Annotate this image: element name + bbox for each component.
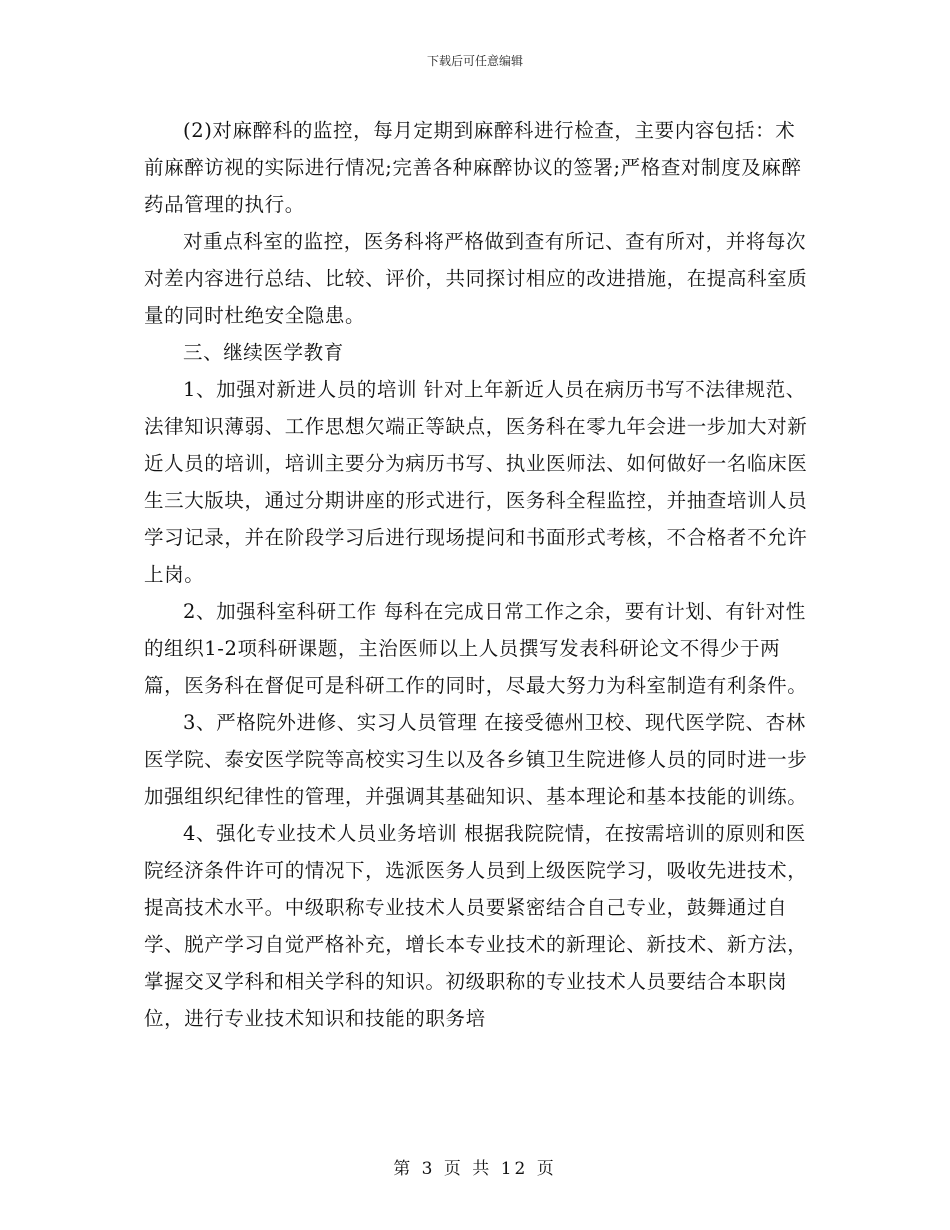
document-body (144, 112, 814, 1037)
paragraph-key-department-monitoring: 对重点科室的监控，医务科将严格做到查有所记、查有所对，并将每次对差内容进行总结、比较、评价，共同探讨相应的改进措施，在提高科室质量的同时杜绝安全隐患。 (144, 230, 808, 327)
paragraph-anesthesia-monitoring: (2)对麻醉科的监控，每月定期到麻醉科进行检查，主要内容包括：术前麻醉访视的实际进行情况;完善各种麻醉协议的签署;严格查对制度及麻醉药品管理的执行。 (144, 119, 802, 216)
page-number-footer: 第 3 页 共 12 页 (393, 1159, 557, 1179)
page-header: 下载后可任意编辑 (426, 54, 523, 68)
paragraph-research-work: 2、加强科室科研工作 每科在完成日常工作之余，要有计划、有针对性的组织1-2项科研课题，主治医师以上人员撰写发表科研论文不得少于两篇，医务科在督促可是科研工作的同时，尽最大努力为科室制造有利条件。 (144, 600, 808, 697)
paragraph-professional-training: 4、强化专业技术人员业务培训 根据我院院情，在按需培训的原则和医院经济条件许可的情况下，选派医务人员到上级医院学习，吸收先进技术，提高技术水平。中级职称专业技术人员要紧密结合自己专业，鼓舞通过自学、脱产学习自觉严格补充，增长本专业技术的新理论、新技术、新方法，掌握交叉学科和相关学科的知识。初级职称的专业技术人员要结合本职岗位，进行专业技术知识和技能的职务培 (144, 822, 808, 1030)
paragraph-intern-management: 3、严格院外进修、实习人员管理 在接受德州卫校、现代医学院、杏林医学院、泰安医学院等高校实习生以及各乡镇卫生院进修人员的同时进一步加强组织纪律性的管理，并强调其基础知识、基本理论和基本技能的训练。 (144, 711, 808, 808)
paragraph-new-staff-training: 1、加强对新进人员的培训 针对上年新近人员在病历书写不法律规范、法律知识薄弱、工作思想欠端正等缺点，医务科在零九年会进一步加大对新近人员的培训，培训主要分为病历书写、执业医师法、如何做好一名临床医生三大版块，通过分期讲座的形式进行，医务科全程监控，并抽查培训人员学习记录，并在阶段学习后进行现场提问和书面形式考核，不合格者不允许上岗。 (144, 378, 808, 586)
section-heading-continuing-education: 三、继续医学教育 (183, 341, 344, 364)
